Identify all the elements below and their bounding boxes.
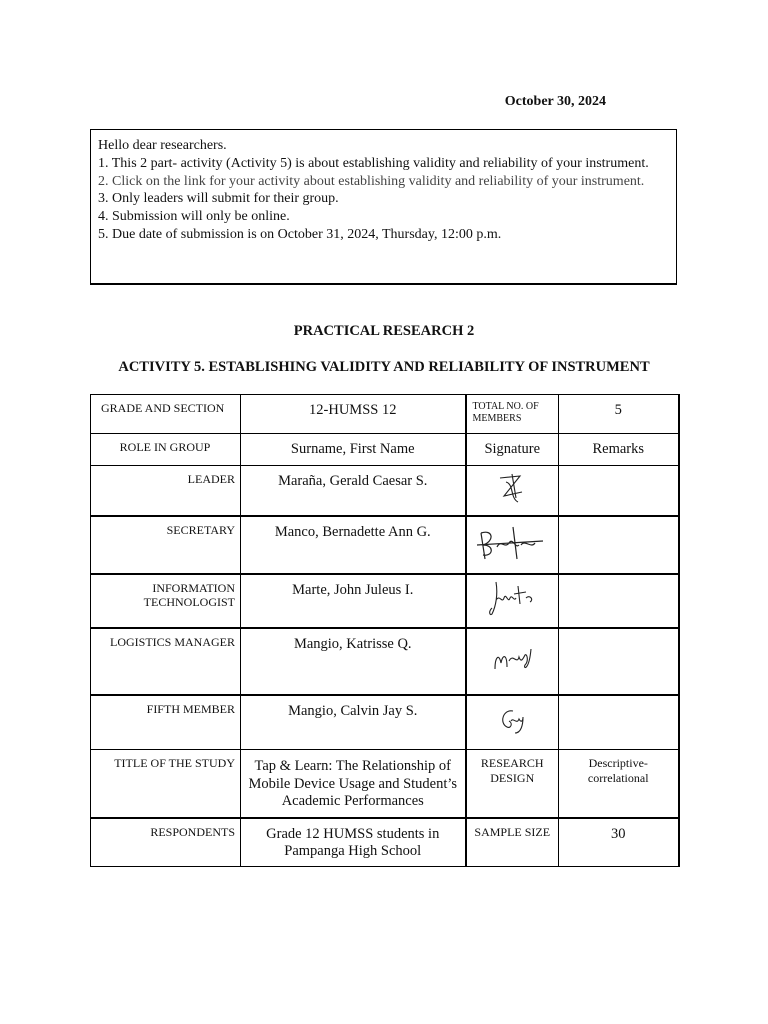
handwritten-signature — [473, 519, 551, 565]
notice-greeting: Hello dear researchers. — [98, 138, 227, 153]
respondents-value: Grade 12 HUMSS students in Pampanga High School — [241, 818, 466, 867]
member-remarks — [559, 574, 679, 628]
notice-item: 1. This 2 part- activity (Activity 5) is about establishing validity and reliability of your instrument. — [98, 155, 649, 171]
research-design-value: Descriptive-correlational — [559, 750, 679, 818]
signature-cell — [466, 695, 559, 750]
notice-item: 4. Submission will only be online. — [98, 209, 290, 225]
instructions-box — [90, 129, 677, 285]
member-name: Mangio, Katrisse Q. — [241, 628, 466, 695]
member-name: Marte, John Juleus I. — [241, 574, 466, 628]
notice-item: 3. Only leaders will submit for their group. — [98, 191, 339, 207]
sample-size-label: SAMPLE SIZE — [466, 818, 559, 867]
activity-title: ACTIVITY 5. ESTABLISHING VALIDITY AND RELIABILITY OF INSTRUMENT — [118, 359, 650, 375]
grade-section-label: GRADE AND SECTION — [91, 395, 241, 434]
activity-form-table — [90, 394, 680, 867]
member-role: LEADER — [91, 466, 241, 516]
handwritten-signature — [492, 468, 532, 508]
signature-cell — [466, 516, 559, 574]
member-name: Maraña, Gerald Caesar S. — [241, 466, 466, 516]
name-header: Surname, First Name — [241, 434, 466, 466]
member-remarks — [559, 628, 679, 695]
research-design-label: RESEARCH DESIGN — [466, 750, 559, 818]
sample-size-value: 30 — [559, 818, 679, 867]
member-remarks — [559, 466, 679, 516]
study-title-value: Tap & Learn: The Relationship of Mobile Device Usage and Student’s Academic Performances — [241, 750, 466, 818]
document-date: October 30, 2024 — [504, 94, 606, 109]
total-members-value: 5 — [559, 395, 679, 434]
member-name: Mangio, Calvin Jay S. — [241, 695, 466, 750]
signature-header: Signature — [466, 434, 559, 466]
member-name: Manco, Bernadette Ann G. — [241, 516, 466, 574]
member-remarks — [559, 516, 679, 574]
signature-cell — [466, 574, 559, 628]
notice-item: 5. Due date of submission is on October 31, 2024, Thursday, 12:00 p.m. — [98, 226, 502, 242]
member-role: FIFTH MEMBER — [91, 695, 241, 750]
signature-cell — [466, 466, 559, 516]
study-title-label: TITLE OF THE STUDY — [91, 750, 241, 818]
member-role: INFORMATION TECHNOLOGIST — [91, 574, 241, 628]
total-members-label: TOTAL NO. OF MEMBERS — [466, 395, 559, 434]
role-header: ROLE IN GROUP — [91, 434, 241, 466]
respondents-label: RESPONDENTS — [91, 818, 241, 867]
signature-cell — [466, 628, 559, 695]
notice-item: 2. Click on the link for your activity about establishing validity and reliability of your instrument. — [98, 173, 645, 189]
handwritten-signature — [486, 576, 538, 620]
handwritten-signature — [489, 639, 535, 679]
grade-section-value: 12-HUMSS 12 — [241, 395, 466, 434]
member-remarks — [559, 695, 679, 750]
course-title: PRACTICAL RESEARCH 2 — [293, 323, 475, 339]
handwritten-signature — [495, 703, 529, 737]
member-role: LOGISTICS MANAGER — [91, 628, 241, 695]
member-role: SECRETARY — [91, 516, 241, 574]
remarks-header: Remarks — [559, 434, 679, 466]
